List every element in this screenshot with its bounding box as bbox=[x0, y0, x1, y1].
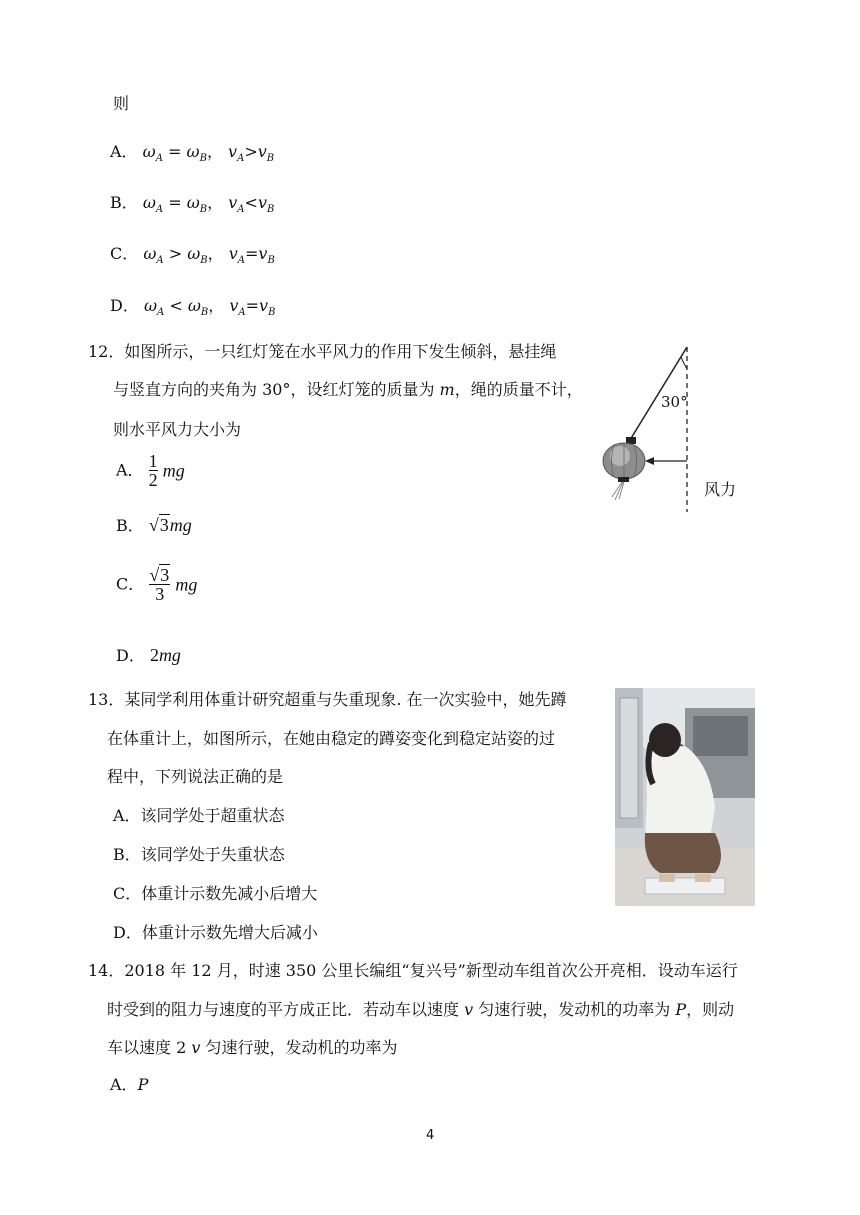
q12-option-a: A． $\frac{1}{2}$ mg bbox=[116, 451, 185, 490]
lantern-icon bbox=[603, 437, 645, 500]
q12-option-b: B． √3mg bbox=[116, 515, 192, 535]
q14-stem-line1: 14．2018 年 12 月，时速 350 公里长编组“复兴号”新型动车组首次公开亮相．设动车运行 bbox=[88, 961, 738, 980]
q12-stem-line3: 则水平风力大小为 bbox=[113, 420, 242, 439]
q12-stem-line2: 与竖直方向的夹角为 30°，设红灯笼的质量为 m，绳的质量不计， bbox=[113, 380, 583, 399]
q13-option-c: C．体重计示数先减小后增大 bbox=[113, 884, 318, 903]
q12-option-d: D． 2mg bbox=[116, 645, 181, 665]
page-number: 4 bbox=[426, 1128, 435, 1143]
q11-tail-text: 则 bbox=[113, 94, 130, 113]
q12-option-c: C． $\frac{√3}{3}$ mg bbox=[116, 565, 198, 604]
q13-stem-line2: 在体重计上，如图所示，在她由稳定的蹲姿变化到稳定站姿的过 bbox=[107, 729, 556, 748]
q12-stem-line1: 12．如图所示，一只红灯笼在水平风力的作用下发生倾斜，悬挂绳 bbox=[88, 342, 557, 361]
q11-option-b: B． $\omega_A = \omega_B$， $v_A<v_B$ bbox=[110, 193, 275, 215]
q11-option-a: A． $\omega_A = \omega_B$， $v_A>v_B$ bbox=[110, 142, 275, 164]
q13-stem-line1: 13．某同学利用体重计研究超重与失重现象. 在一次实验中，她先蹲 bbox=[88, 690, 567, 709]
scale-photo bbox=[615, 688, 755, 906]
q13-option-d: D．体重计示数先增大后减小 bbox=[113, 923, 318, 942]
q13-option-a: A．该同学处于超重状态 bbox=[113, 806, 285, 825]
wind-force-label: 风力 bbox=[704, 480, 737, 499]
angle-label: 30° bbox=[661, 393, 688, 411]
q11-option-c: C． $\omega_A > \omega_B$， $v_A=v_B$ bbox=[110, 244, 275, 266]
q14-stem-line2: 时受到的阻力与速度的平方成正比．若动车以速度 v 匀速行驶，发动机的功率为 P，则动 bbox=[107, 1000, 735, 1019]
q14-stem-line3: 车以速度 2 v 匀速行驶，发动机的功率为 bbox=[107, 1038, 398, 1057]
lantern-diagram bbox=[590, 342, 770, 517]
q13-stem-line3: 程中，下列说法正确的是 bbox=[107, 767, 284, 786]
q11-option-d: D． $\omega_A < \omega_B$， $v_A=v_B$ bbox=[110, 296, 276, 318]
q13-option-b: B．该同学处于失重状态 bbox=[113, 845, 285, 864]
q14-option-a: A．P bbox=[110, 1075, 149, 1094]
